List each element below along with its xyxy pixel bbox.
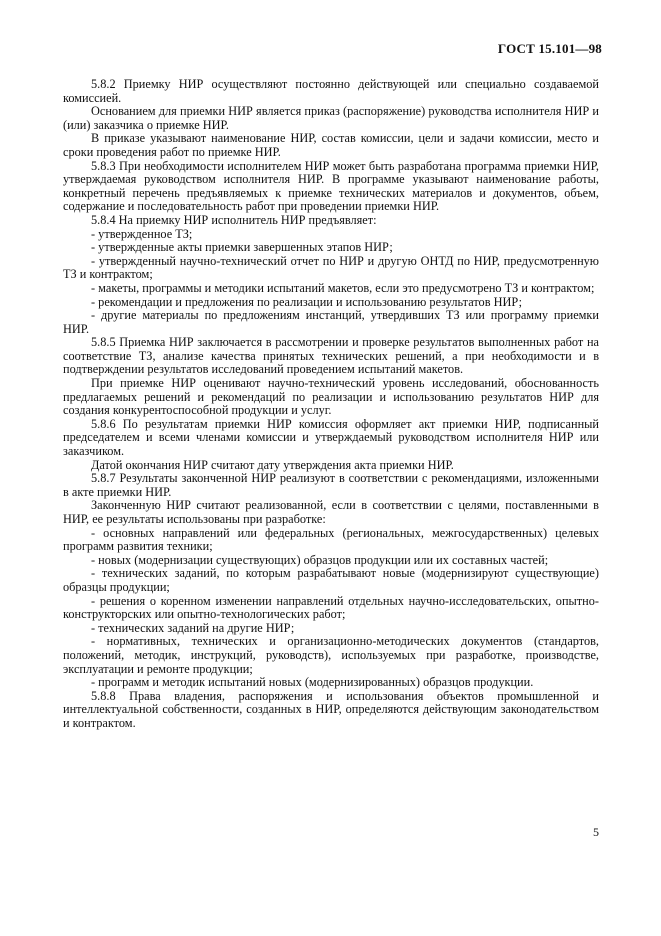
list-item: - технических заданий, по которым разрабатывают новые (модернизируют существующие) образцы продукции; (63, 566, 599, 594)
paragraph: При приемке НИР оценивают научно-технический уровень исследований, обоснованность предлагаемых решений и рекомендаций по реализации и использованию результатов НИР для создания конкурентоспособной продукции и услуг. (63, 376, 599, 418)
list-item: - утвержденные акты приемки завершенных этапов НИР; (91, 240, 393, 255)
paragraph: 5.8.3 При необходимости исполнителем НИР может быть разработана программа приемки НИР, утверждаемая руководством исполнителя НИР. В программе указывают наименование работы, конкретный перечень предъявляемых к приемке технических материалов и документов, объем, содержание и последовательность работ при проведении приемки НИР. (63, 158, 599, 214)
paragraph: В приказе указывают наименование НИР, состав комиссии, цели и задачи комиссии, место и сроки проведения работ по приемке НИР. (63, 131, 599, 159)
paragraph: 5.8.6 По результатам приемки НИР комиссия оформляет акт приемки НИР, подписанный председателем и всеми членами комиссии и утверждаемый руководством исполнителя НИР или заказчиком. (63, 416, 599, 459)
list-item: - новых (модернизации существующих) образцов продукции или их составных частей; (91, 552, 549, 567)
paragraph: 5.8.5 Приемка НИР заключается в рассмотрении и проверке результатов выполненных работ на соответствие ТЗ, анализе качества принятых технических решений, а при необходимости и в подтверждении результатов исследований проведением испытаний макетов. (63, 335, 599, 377)
list-item: - основных направлений или федеральных (региональных, межгосударственных) целевых программ развития техники; (63, 525, 599, 554)
paragraph: 5.8.8 Права владения, распоряжения и использования объектов промышленной и интеллектуальной собственности, созданных в НИР, определяются действующим законодательством и контрактом. (63, 688, 599, 730)
list-item: - рекомендации и предложения по реализации и использованию результатов НИР; (91, 294, 523, 309)
page-number: 5 (593, 825, 599, 839)
list-item: - макеты, программы и методики испытаний макетов, если это предусмотрено ТЗ и контрактом; (91, 280, 595, 295)
list-item: - другие материалы по предложениям инстанций, утвердивших ТЗ или программу приемки НИР. (63, 308, 599, 336)
paragraph: Законченную НИР считают реализованной, если в соответствии с целями, поставленными в НИР, ее результаты использованы при разработке: (63, 498, 599, 526)
paragraph: 5.8.7 Результаты законченной НИР реализуют в соответствии с рекомендациями, изложенными в акте приемки НИР. (63, 471, 599, 499)
list-item: - утвержденный научно-технический отчет по НИР и другую ОНТД по НИР, предусмотренную ТЗ и контрактом; (63, 253, 599, 282)
document-id-header: ГОСТ 15.101—98 (497, 41, 602, 56)
list-item: - утвержденное ТЗ; (91, 226, 193, 241)
list-item: - программ и методик испытаний новых (модернизированных) образцов продукции. (91, 675, 534, 690)
paragraph: Основанием для приемки НИР является приказ (распоряжение) руководства исполнителя НИР и (или) заказчика о приемке НИР. (63, 104, 599, 132)
paragraph: 5.8.2 Приемку НИР осуществляют постоянно действующей или специально создаваемой комиссией. (63, 77, 599, 105)
paragraph: 5.8.4 На приемку НИР исполнитель НИР предъявляет: (91, 212, 377, 227)
paragraph: Датой окончания НИР считают дату утверждения акта приемки НИР. (91, 457, 454, 472)
list-item: - технических заданий на другие НИР; (91, 620, 295, 635)
list-item: - решения о коренном изменении направлений отдельных научно-исследовательских, опытно-конструкторских или опытно-технологических работ; (63, 593, 599, 622)
list-item: - нормативных, технических и организационно-методических документов (стандартов, положений, методик, инструкций, руководств), используемых при разработке, производстве, эксплуатации и ремонте продукции; (63, 634, 599, 676)
document-body (63, 78, 599, 731)
